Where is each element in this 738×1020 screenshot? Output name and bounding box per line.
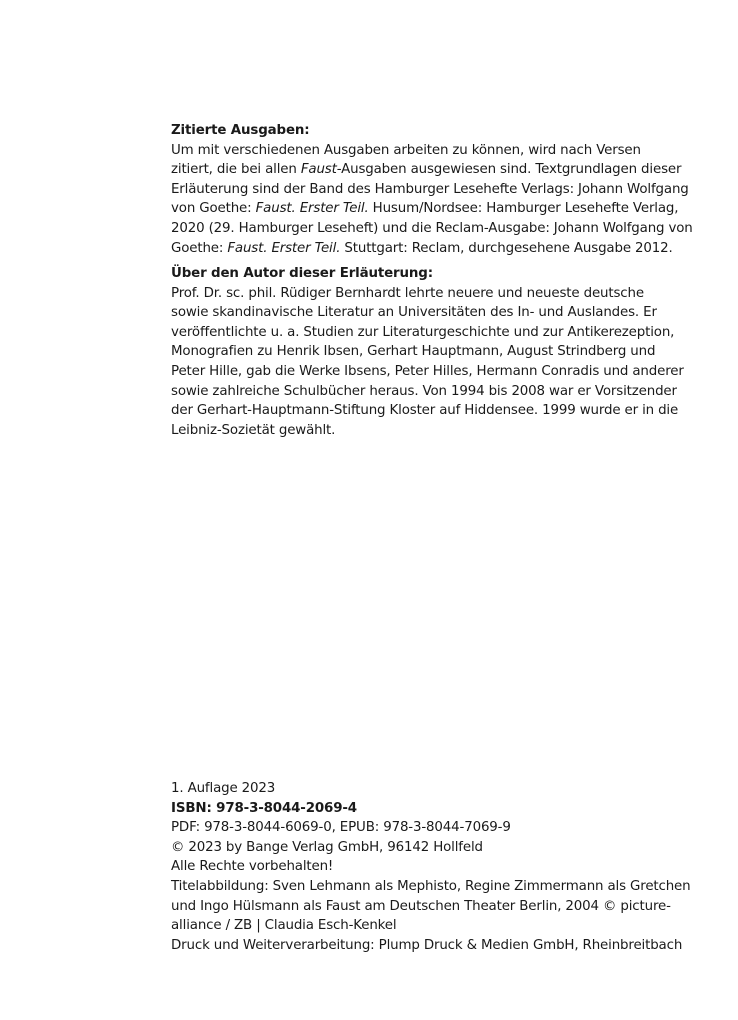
text-line: [171, 303, 711, 323]
cited-editions-section: [171, 121, 711, 258]
text-run: Husum/Nordsee: Hamburger Lesehefte Verlag,: [368, 201, 679, 217]
about-author-heading: Über den Autor dieser Erläuterung:: [171, 266, 433, 281]
text-line: [171, 362, 711, 382]
text-line: [171, 421, 711, 441]
text-line: [171, 141, 711, 161]
text-run: sowie zahlreiche Schulbücher heraus. Von 1994 bis 2008 war er Vorsitzender: [171, 383, 677, 399]
copyright-line: © 2023 by Bange Verlag GmbH, 96142 Hollfeld: [171, 839, 483, 855]
italic-title-run: Faust. Erster Teil.: [255, 201, 369, 217]
text-run: 2020 (29. Hamburger Leseheft) und die Reclam-Ausgabe: Johann Wolfgang von: [171, 220, 693, 236]
text-line: [171, 323, 711, 343]
text-run: Leibniz-Sozietät gewählt.: [171, 422, 336, 438]
text-run: zitiert, die bei allen: [171, 162, 301, 178]
text-line: [171, 284, 711, 304]
about-author-text: [171, 284, 711, 441]
text-line: [171, 180, 711, 200]
text-run: Goethe:: [171, 240, 228, 256]
printer-line: Druck und Weiterverarbeitung: Plump Druck & Medien GmbH, Rheinbreitbach: [171, 937, 683, 953]
text-line: [171, 219, 711, 239]
text-run: Peter Hille, gab die Werke Ibsens, Peter Hilles, Hermann Conradis und anderer: [171, 363, 684, 379]
ebook-isbn-line: PDF: 978-3-8044-6069-0, EPUB: 978-3-8044-7069-9: [171, 820, 511, 836]
cover-credit-line: alliance / ZB | Claudia Esch-Kenkel: [171, 918, 397, 934]
text-run: von Goethe:: [171, 201, 256, 217]
imprint-section: [171, 779, 711, 955]
about-author-section: [171, 264, 711, 440]
text-run: Erläuterung sind der Band des Hamburger Lesehefte Verlags: Johann Wolfgang: [171, 181, 689, 197]
text-run: Um mit verschiedenen Ausgaben arbeiten zu können, wird nach Versen: [171, 142, 641, 158]
text-line: [171, 382, 711, 402]
italic-title-run: Faust. Erster Teil.: [227, 240, 341, 256]
text-run: Monografien zu Henrik Ibsen, Gerhart Hauptmann, August Strindberg und: [171, 344, 656, 360]
cover-credit-line: und Ingo Hülsmann als Faust am Deutschen Theater Berlin, 2004 © picture-: [171, 898, 671, 914]
text-run: Prof. Dr. sc. phil. Rüdiger Bernhardt lehrte neuere und neueste deutsche: [171, 285, 644, 301]
edition-line: 1. Auflage 2023: [171, 781, 276, 796]
text-run: veröffentlichte u. a. Studien zur Literaturgeschichte und zur Antikerezeption,: [171, 324, 675, 340]
cover-credit-line: Titelabbildung: Sven Lehmann als Mephisto, Regine Zimmermann als Gretchen: [171, 878, 691, 894]
cited-editions-heading: Zitierte Ausgaben:: [171, 123, 310, 138]
italic-title-run: Faust: [300, 162, 337, 178]
text-run: -Ausgaben ausgewiesen sind. Textgrundlagen dieser: [336, 162, 682, 178]
cited-editions-text: [171, 141, 711, 259]
text-line: [171, 160, 711, 180]
text-line: [171, 239, 711, 259]
text-line: [171, 401, 711, 421]
isbn-line: ISBN: 978-3-8044-2069-4: [171, 800, 357, 816]
text-run: Stuttgart: Reclam, durchgesehene Ausgabe 2012.: [340, 240, 673, 256]
text-line: [171, 199, 711, 219]
rights-line: Alle Rechte vorbehalten!: [171, 859, 334, 875]
text-run: sowie skandinavische Literatur an Universitäten des In- und Auslandes. Er: [171, 305, 657, 321]
text-run: der Gerhart-Hauptmann-Stiftung Kloster auf Hiddensee. 1999 wurde er in die: [171, 403, 679, 419]
text-line: [171, 342, 711, 362]
